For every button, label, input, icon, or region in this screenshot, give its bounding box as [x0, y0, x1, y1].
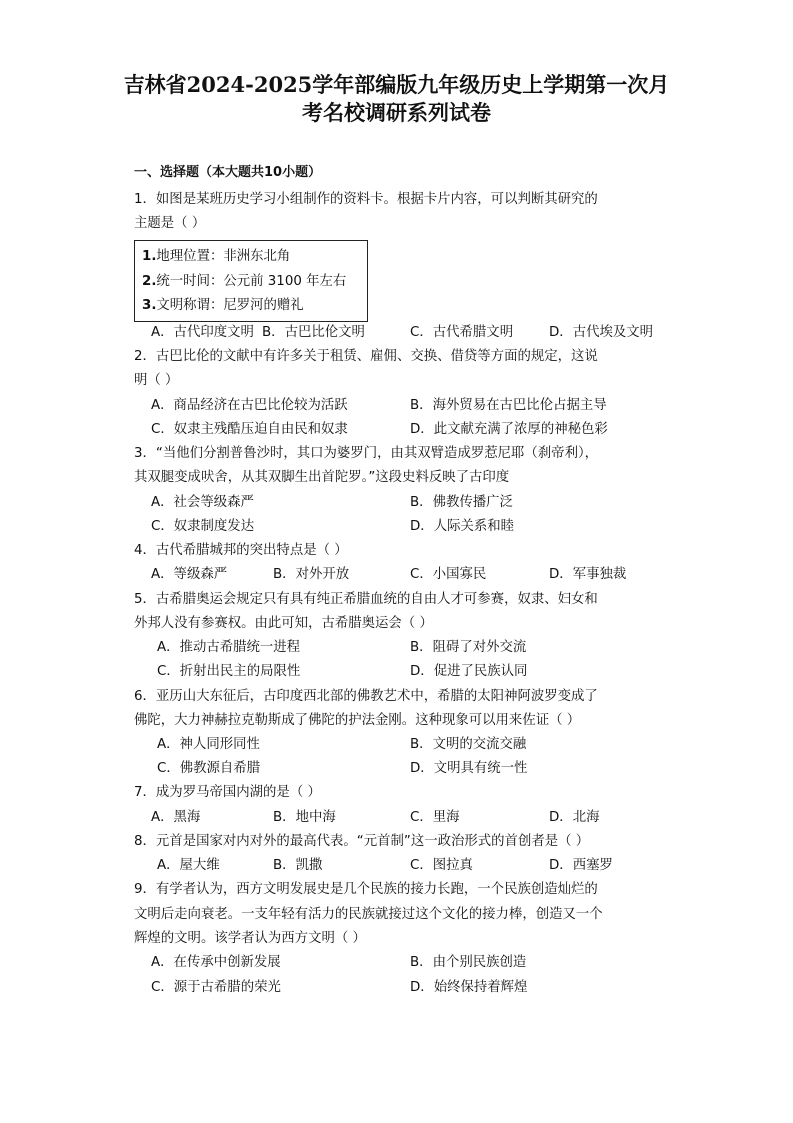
q1-info-card: [134, 240, 368, 322]
q1-card-line3: 3.文明称谓：尼罗河的赠礼: [142, 298, 304, 313]
q4-option-d: D．军事独裁: [549, 567, 627, 582]
q7-stem-line1: 7．成为罗马帝国内湖的是（ ）: [134, 785, 321, 800]
q1-card-line2: 2.统一时间：公元前 3100 年左右: [142, 273, 347, 289]
q9-stem-line2: 文明后走向衰老。一支年轻有活力的民族就接过这个文化的接力棒，创造又一个: [134, 907, 603, 922]
q9-option-c: C．源于古希腊的荣光: [151, 980, 281, 995]
q2-stem-line2: 明（ ）: [134, 373, 179, 388]
q5-option-d: D．促进了民族认同: [410, 664, 528, 679]
q3-option-c: C．奴隶制度发达: [151, 519, 255, 534]
q5-stem-line2: 外邦人没有参赛权。由此可知，古希腊奥运会（ ）: [134, 616, 433, 631]
q1-stem-line1: 1．如图是某班历史学习小组制作的资料卡。根据卡片内容，可以判断其研究的: [134, 192, 598, 207]
q6-stem-line2: 佛陀，大力神赫拉克勒斯成了佛陀的护法金刚。这种现象可以用来佐证（ ）: [134, 713, 581, 728]
q9-option-a: A．在传承中创新发展: [151, 955, 281, 970]
q5-option-b: B．阻碍了对外交流: [410, 640, 527, 655]
q4-option-b: B．对外开放: [273, 567, 350, 582]
q1-option-c: C．古代希腊文明: [410, 325, 514, 340]
q8-stem-line1: 8．元首是国家对内对外的最高代表。“元首制”这一政治形式的首创者是（ ）: [134, 834, 590, 849]
q8-option-b: B．凯撒: [273, 858, 323, 873]
q5-option-a: A．推动古希腊统一进程: [157, 640, 301, 655]
q4-option-c: C．小国寡民: [410, 567, 487, 582]
q2-option-b: B．海外贸易在古巴比伦占据主导: [410, 398, 607, 413]
q6-option-a: A．神人同形同性: [157, 737, 260, 752]
q7-option-c: C．里海: [410, 810, 460, 825]
q8-option-c: C．图拉真: [410, 858, 473, 873]
q1-option-a: A．古代印度文明: [151, 325, 254, 340]
page-title-line1: 吉林省2024-2025学年部编版九年级历史上学期第一次月: [123, 72, 670, 97]
q5-stem-line1: 5．古希腊奥运会规定只有具有纯正希腊血统的自由人才可参赛，奴隶、妇女和: [134, 592, 598, 607]
q8-option-a: A．屋大维: [157, 858, 220, 873]
q9-option-d: D．始终保持着辉煌: [410, 980, 528, 995]
q5-option-c: C．折射出民主的局限性: [157, 664, 301, 679]
q2-option-a: A．商品经济在古巴比伦较为活跃: [151, 398, 348, 413]
page-title-line2: 考名校调研系列试卷: [302, 100, 491, 125]
q2-option-d: D．此文献充满了浓厚的神秘色彩: [410, 422, 608, 437]
q9-option-b: B．由个别民族创造: [410, 955, 527, 970]
q7-option-b: B．地中海: [273, 810, 336, 825]
q3-option-d: D．人际关系和睦: [410, 519, 515, 534]
q3-option-b: B．佛教传播广泛: [410, 495, 513, 510]
q6-option-d: D．文明具有统一性: [410, 761, 528, 776]
q1-stem-line2: 主题是（ ）: [134, 216, 206, 231]
q6-option-c: C．佛教源自希腊: [157, 761, 261, 776]
q1-card-line1: 1.地理位置：非洲东北角: [142, 249, 291, 264]
q9-stem-line1: 9．有学者认为，西方文明发展史是几个民族的接力长跑，一个民族创造灿烂的: [134, 882, 598, 897]
q6-option-b: B．文明的交流交融: [410, 737, 527, 752]
q6-stem-line1: 6．亚历山大东征后，古印度西北部的佛教艺术中，希腊的太阳神阿波罗变成了: [134, 689, 598, 704]
q2-option-c: C．奴隶主残酷压迫自由民和奴隶: [151, 422, 348, 437]
q7-option-d: D．北海: [549, 810, 600, 825]
q9-stem-line3: 辉煌的文明。该学者认为西方文明（ ）: [134, 931, 366, 946]
q2-stem-line1: 2．古巴比伦的文献中有许多关于租赁、雇佣、交换、借贷等方面的规定，这说: [134, 349, 598, 364]
q1-option-b: B．古巴比伦文明: [262, 325, 365, 340]
q3-stem-line1: 3．“当他们分割普鲁沙时，其口为婆罗门，由其双臂造成罗惹尼耶（刹帝利），: [134, 446, 599, 461]
q1-option-d: D．古代埃及文明: [549, 325, 654, 340]
q3-option-a: A．社会等级森严: [151, 495, 254, 510]
q3-stem-line2: 其双腿变成吠舍，从其双脚生出首陀罗。”这段史料反映了古印度: [134, 470, 510, 485]
section-heading: 一、选择题（本大题共10小题）: [134, 165, 322, 180]
q8-option-d: D．西塞罗: [549, 858, 613, 873]
q4-option-a: A．等级森严: [151, 567, 228, 582]
q7-option-a: A．黑海: [151, 810, 201, 825]
q4-stem-line1: 4．古代希腊城邦的突出特点是（ ）: [134, 543, 348, 558]
